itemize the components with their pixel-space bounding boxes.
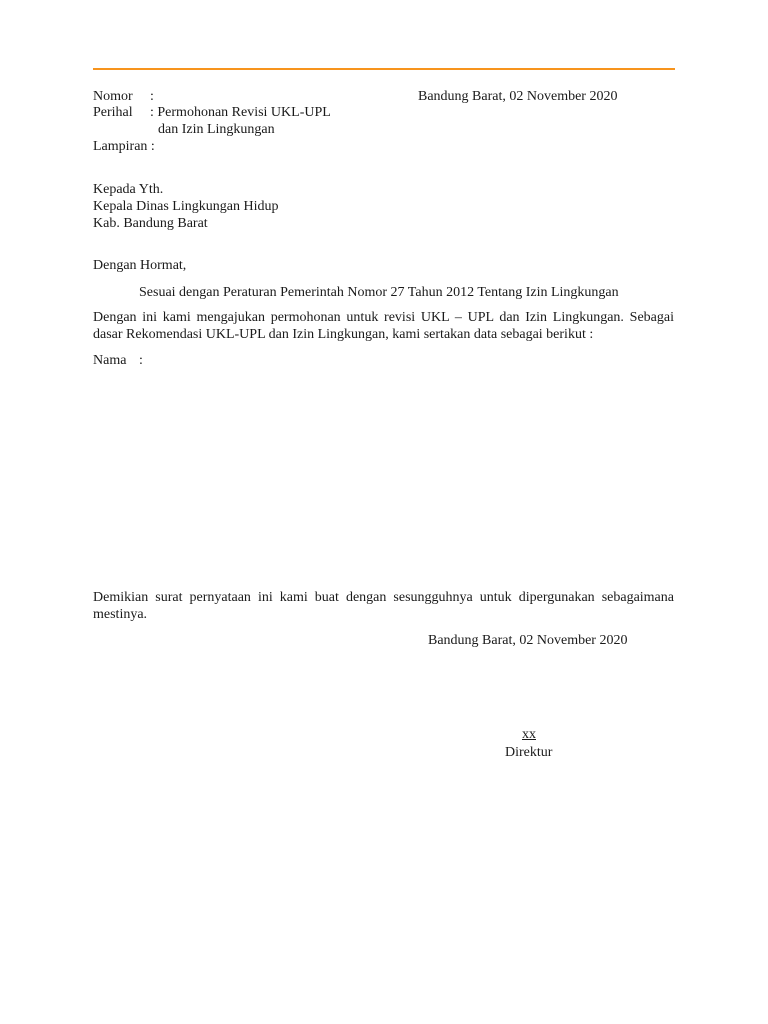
nama-colon: : <box>139 353 143 368</box>
signatory-name: xx <box>522 727 536 742</box>
nomor-label: Nomor <box>93 89 133 104</box>
paragraph-request: Dengan ini kami mengajukan permohonan untuk revisi UKL – UPL dan Izin Lingkungan. Sebagai dasar Rekomendasi UKL-UPL dan Izin Lingkungan, kami sertakan data sebagai berikut : <box>93 310 674 342</box>
perihal-label: Perihal <box>93 105 133 120</box>
paragraph-closing: Demikian surat pernyataan ini kami buat dengan sesungguhnya untuk dipergunakan sebagaimana mestinya. <box>93 590 674 622</box>
nomor-colon: : <box>150 89 154 104</box>
paragraph-regulation: Sesuai dengan Peraturan Pemerintah Nomor 27 Tahun 2012 Tentang Izin Lingkungan <box>139 285 619 300</box>
letter-date: Bandung Barat, 02 November 2020 <box>418 89 618 104</box>
perihal-subject-line2: dan Izin Lingkungan <box>158 122 275 137</box>
recipient-line-2: Kepala Dinas Lingkungan Hidup <box>93 199 279 214</box>
signatory-title: Direktur <box>505 745 553 760</box>
header-divider-line <box>93 68 675 70</box>
greeting: Dengan Hormat, <box>93 258 187 273</box>
recipient-line-3: Kab. Bandung Barat <box>93 216 208 231</box>
recipient-line-1: Kepada Yth. <box>93 182 164 197</box>
signature-date: Bandung Barat, 02 November 2020 <box>428 633 628 648</box>
perihal-subject-line1: : Permohonan Revisi UKL-UPL <box>150 105 331 120</box>
nama-label: Nama <box>93 353 127 368</box>
lampiran-label: Lampiran : <box>93 139 155 154</box>
